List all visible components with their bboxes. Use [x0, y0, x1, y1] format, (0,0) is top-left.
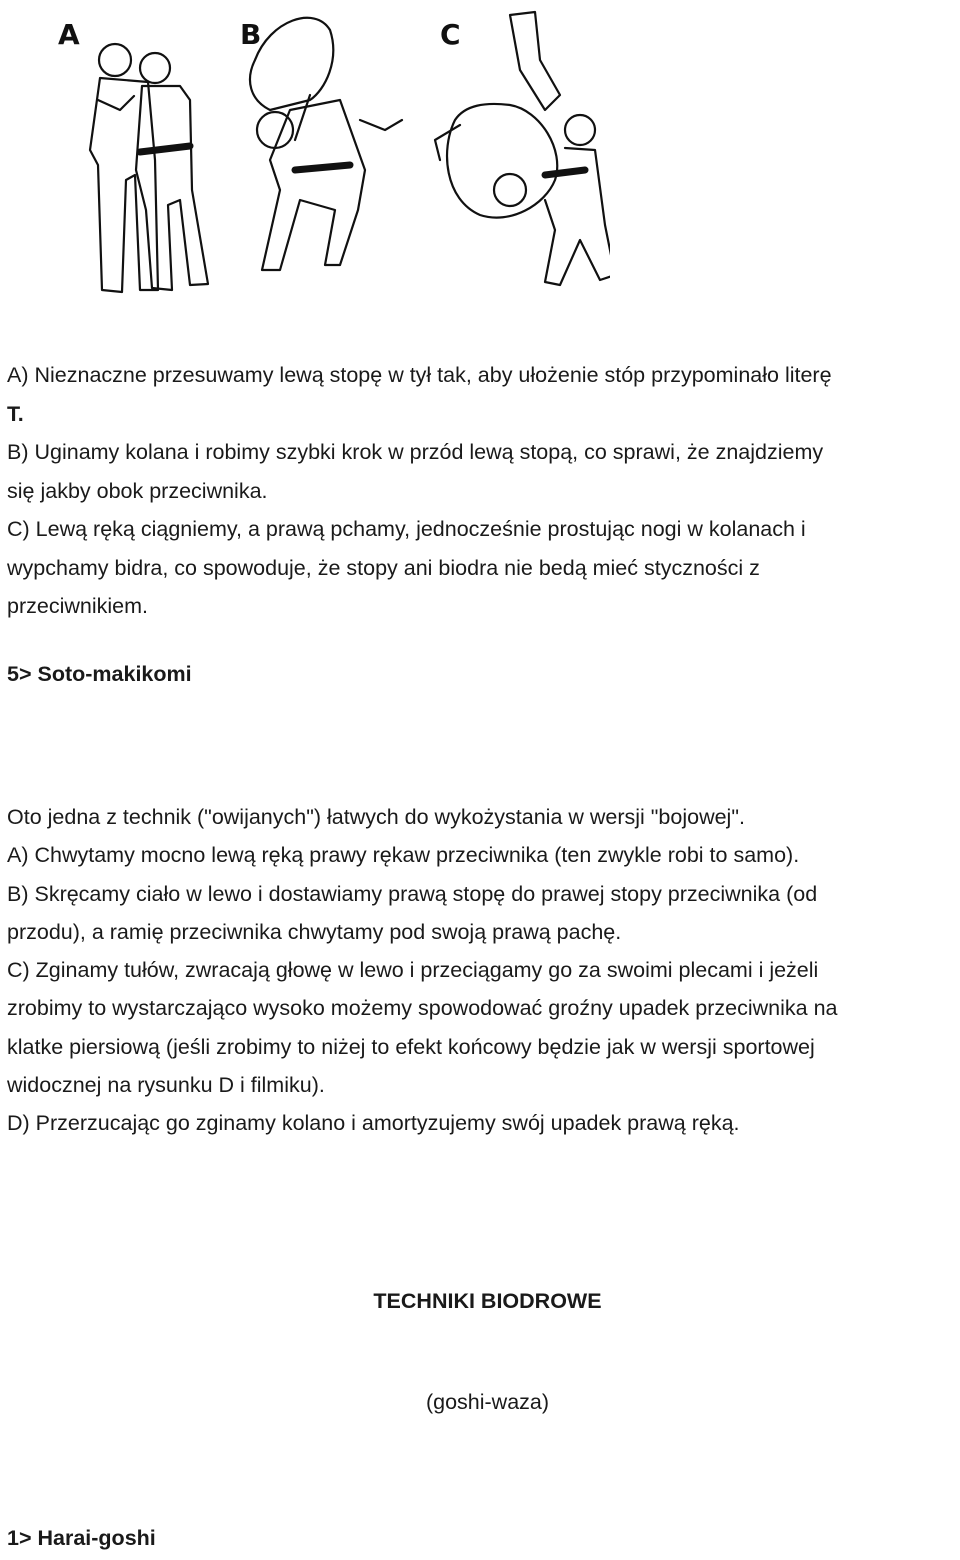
soto-step-line: B) Skręcamy ciało w lewo i dostawiamy prawą stopę do prawej stopy przeciwnika (od	[7, 881, 818, 906]
osoto-steps-paragraph	[7, 356, 956, 626]
soto-step-line: C) Zginamy tułów, zwracają głowę w lewo i przeciągamy go za swoimi plecami i jeżeli	[7, 958, 819, 983]
osoto-step-line: przeciwnikiem.	[7, 594, 148, 618]
soto-step-line: A) Chwytamy mocno lewą ręką prawy rękaw przeciwnika (ten zwykle robi to samo).	[7, 843, 800, 868]
throw-sequence-drawing	[40, 0, 610, 320]
figure-b-drawing	[250, 18, 402, 270]
figure-a-drawing	[90, 44, 208, 292]
soto-step-line: Oto jedna z technik ("owijanych") łatwych do wykożystania w wersji "bojowej".	[7, 805, 745, 829]
panel-label-a: A	[58, 18, 80, 51]
osoto-step-line: C) Lewą ręką ciągniemy, a prawą pchamy, jednocześnie prostując nogi w kolanach i	[7, 517, 806, 541]
figure-c-drawing	[435, 12, 610, 285]
soto-step-line: widocznej na rysunku D i filmiku).	[7, 1073, 325, 1098]
panel-label-b: B	[240, 18, 262, 51]
osoto-step-line: A) Nieznaczne przesuwamy lewą stopę w tył tak, aby ułożenie stóp przypominało literę	[7, 363, 832, 387]
heading-soto-makikomi: 5> Soto-makikomi	[7, 662, 192, 686]
section-title-techniki-biodrowe: TECHNIKI BIODROWE	[373, 1289, 602, 1313]
section-subtitle-goshi-waza: (goshi-waza)	[425, 1390, 550, 1414]
panel-label-c: C	[440, 18, 461, 51]
judo-throw-illustration	[40, 0, 610, 320]
soto-step-line: klatke piersiową (jeśli zrobimy to niżej to efekt końcowy będzie jak w wersji sportowej	[7, 1034, 815, 1059]
heading-harai-goshi: 1> Harai-goshi	[7, 1526, 156, 1550]
osoto-step-line: B) Uginamy kolana i robimy szybki krok w przód lewą stopą, co sprawi, że znajdziemy	[7, 440, 824, 464]
soto-step-line: D) Przerzucając go zginamy kolano i amortyzujemy swój upadek prawą ręką.	[7, 1111, 740, 1136]
osoto-step-line: T.	[7, 401, 24, 426]
soto-makikomi-paragraph	[7, 798, 956, 1143]
osoto-step-line: wypchamy bidra, co spowoduje, że stopy ani biodra nie bedą mieć styczności z	[7, 555, 760, 580]
soto-step-line: zrobimy to wystarczająco wysoko możemy spowodować groźny upadek przeciwnika na	[7, 996, 838, 1021]
soto-step-line: przodu), a ramię przeciwnika chwytamy pod swoją prawą pachę.	[7, 919, 622, 944]
osoto-step-line: się jakby obok przeciwnika.	[7, 478, 268, 503]
